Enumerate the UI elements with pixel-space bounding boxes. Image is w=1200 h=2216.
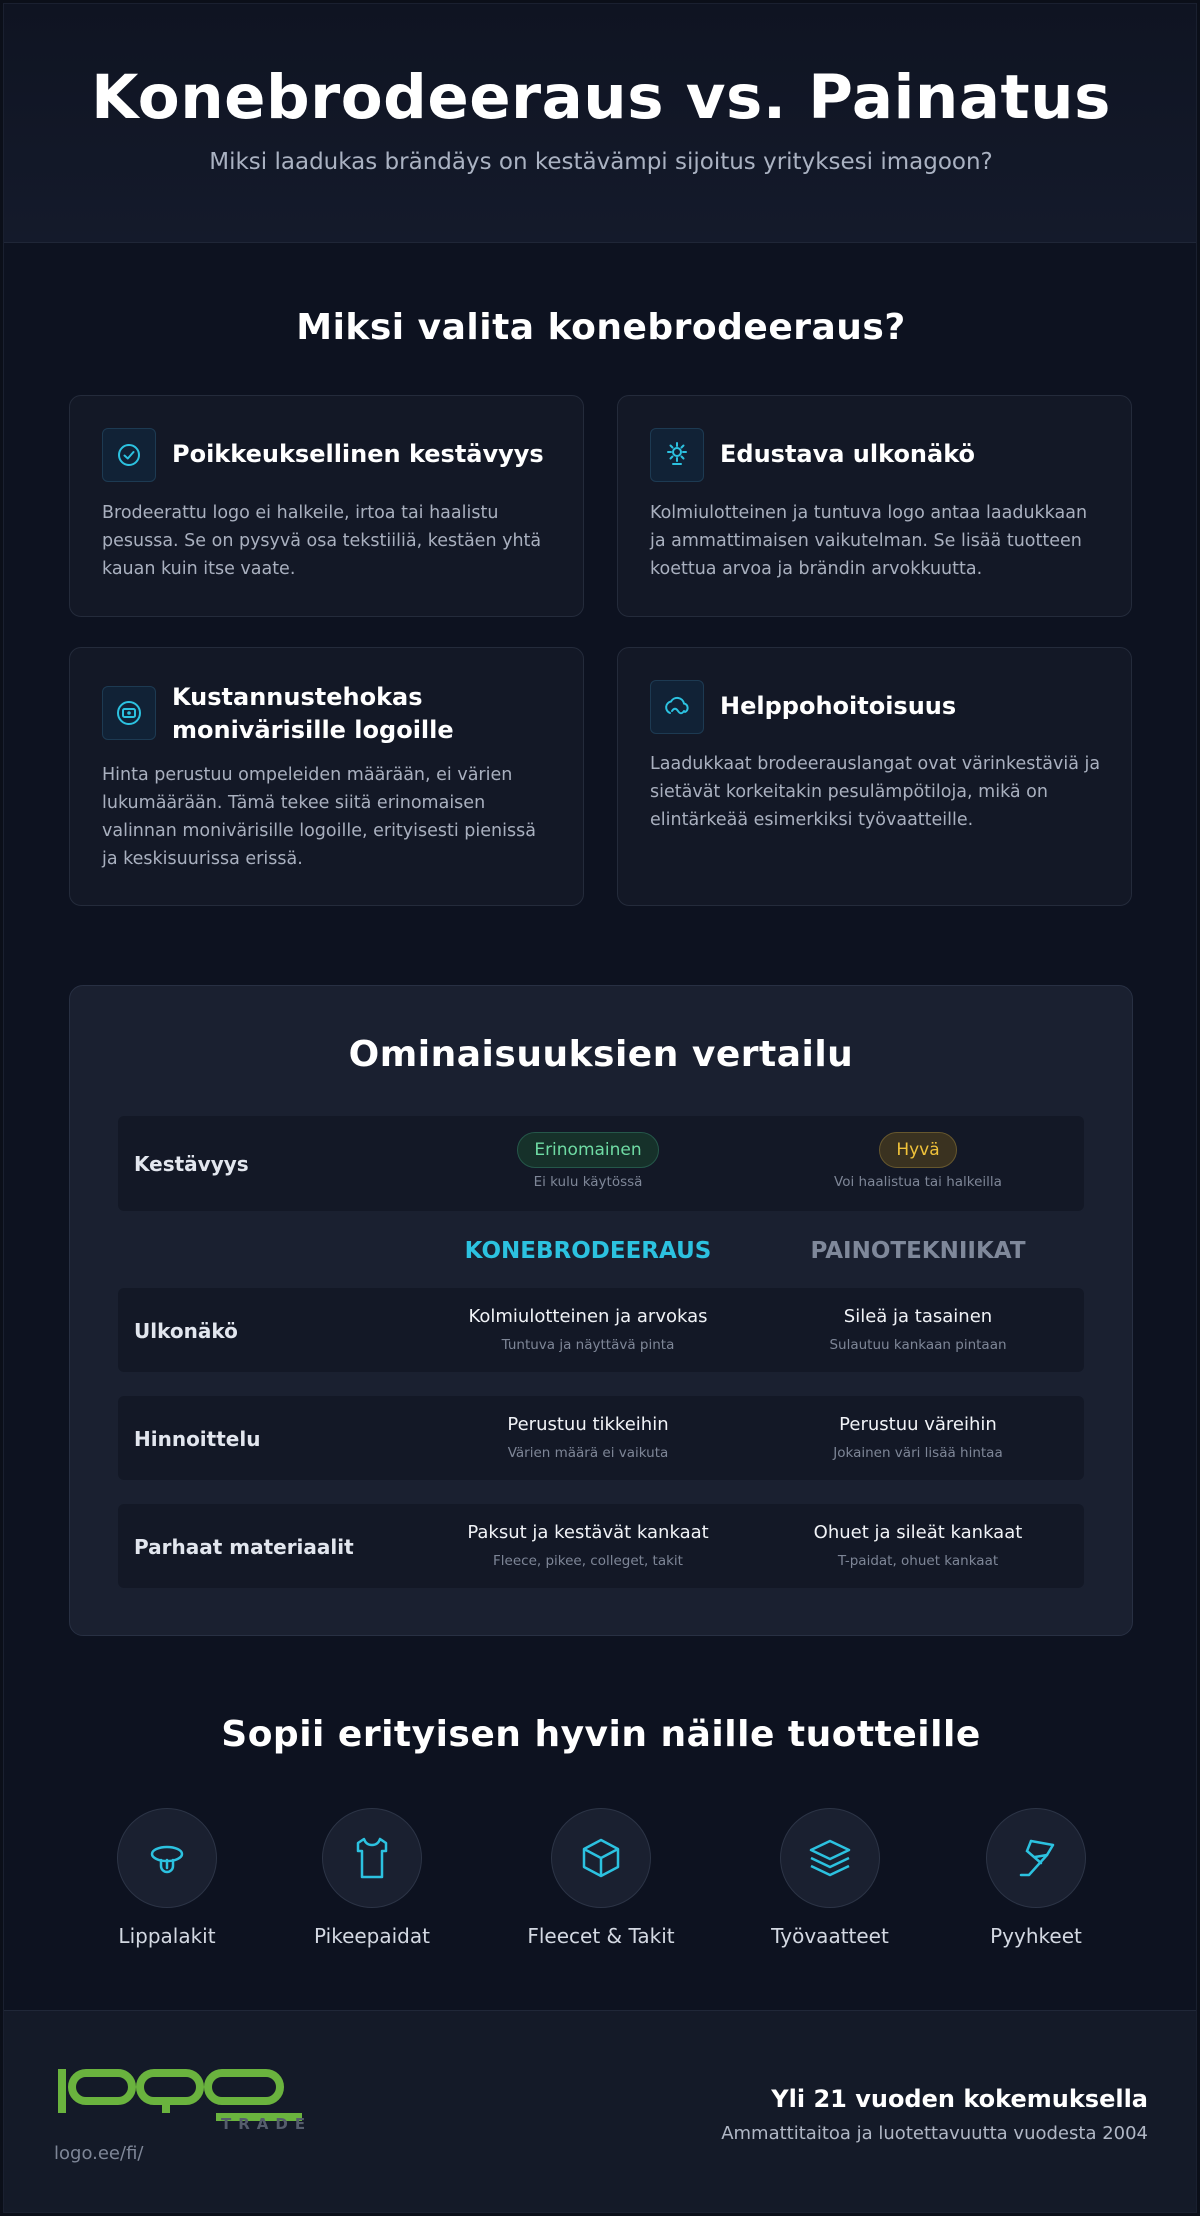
cell-sub: T-paidat, ohuet kankaat [837, 1553, 999, 1569]
feature-text: Brodeerattu logo ei halkeile, irtoa tai haalistu pesussa. Se on pysyvä osa tekstiiliä, kestäen yhtä kauan kuin itse vaate. [102, 503, 542, 579]
product-item [72, 1808, 262, 1948]
row-label: Kestävyys [134, 1152, 249, 1176]
product-item [941, 1808, 1131, 1948]
embroidery-cell [458, 1132, 718, 1190]
feature-title: Kustannustehokas monivärisille logoille [172, 683, 454, 744]
feature-card-appearance [617, 395, 1132, 617]
cell-sub: Värien määrä ei vaikuta [507, 1445, 669, 1461]
product-item [735, 1808, 925, 1948]
box-icon [551, 1808, 651, 1908]
shirt-icon [322, 1808, 422, 1908]
cell-sub: Ei kulu käytössä [533, 1174, 643, 1190]
logo [56, 2065, 306, 2135]
footer-title: Yli 21 vuoden kokemuksella [771, 2085, 1148, 2113]
feature-text: Hinta perustuu ompeleiden määrään, ei värien lukumäärään. Tämä tekee siitä erinomaisen valinnan monivärisille logoille, erityisesti pienissä ja keskisuurissa erissä. [102, 765, 536, 869]
status-badge: Hyvä [879, 1132, 956, 1168]
footer-subtitle: Ammattitaitoa ja luotettavuutta vuodesta 2004 [721, 2123, 1148, 2144]
cap-icon [117, 1808, 217, 1908]
comparison-row-durability [118, 1116, 1084, 1211]
feature-card-care [617, 647, 1132, 906]
column-header-embroidery: KONEBRODEERAUS [464, 1238, 712, 1264]
hero-header [4, 4, 1197, 243]
product-label: Fleecet & Takit [527, 1924, 675, 1948]
cell-sub: Voi haalistua tai halkeilla [834, 1174, 1002, 1190]
sparkle-icon [650, 428, 704, 482]
feature-text: Laadukkaat brodeerauslangat ovat värinkestäviä ja sietävät korkeitakin pesulämpötiloja, mikä on elintärkeää esimerkiksi työvaatteille. [650, 754, 1101, 830]
page-title: Konebrodeeraus vs. Painatus [91, 62, 1111, 133]
layers-icon [780, 1808, 880, 1908]
status-badge: Erinomainen [517, 1132, 658, 1168]
comparison-row-materials [118, 1504, 1084, 1588]
cell-sub: Tuntuva ja näyttävä pinta [501, 1337, 675, 1353]
why-heading: Miksi valita konebrodeeraus? [296, 307, 906, 348]
logo-tagline: TRADE [221, 2115, 306, 2131]
comparison-row-appearance [118, 1288, 1084, 1372]
print-cell [768, 1522, 1068, 1569]
cell-main: Ohuet ja sileät kankaat [813, 1522, 1023, 1543]
cell-main: Kolmiulotteinen ja arvokas [468, 1306, 708, 1327]
print-cell [768, 1132, 1068, 1190]
embroidery-cell [458, 1522, 718, 1569]
row-label: Hinnoittelu [134, 1427, 261, 1451]
cell-main: Sileä ja tasainen [843, 1306, 993, 1327]
product-item [277, 1808, 467, 1948]
comparison-heading: Ominaisuuksien vertailu [348, 1034, 854, 1075]
row-label: Parhaat materiaalit [134, 1535, 354, 1559]
feature-title: Helppohoitoisuus [720, 692, 957, 720]
feature-card-cost [69, 647, 584, 906]
print-cell [768, 1306, 1068, 1353]
feature-title: Poikkeuksellinen kestävyys [172, 440, 544, 468]
check-circle-icon [102, 428, 156, 482]
comparison-row-pricing [118, 1396, 1084, 1480]
products-heading: Sopii erityisen hyvin näille tuotteille [221, 1714, 981, 1755]
page-subtitle: Miksi laadukas brändäys on kestävämpi sijoitus yrityksesi imagoon? [209, 149, 993, 175]
product-label: Työvaatteet [771, 1924, 889, 1948]
feature-text: Kolmiulotteinen ja tuntuva logo antaa laadukkaan ja ammattimaisen vaikutelman. Se lisää tuotteen koettua arvoa ja brändin arvokkuutta. [650, 503, 1088, 579]
footer [4, 2010, 1197, 2213]
comparison-panel [69, 985, 1133, 1636]
website-link[interactable]: logo.ee/fi/ [54, 2143, 144, 2164]
infographic [3, 3, 1197, 2213]
product-label: Pikeepaidat [314, 1924, 430, 1948]
cell-main: Perustuu tikkeihin [507, 1414, 669, 1435]
money-icon [102, 686, 156, 740]
product-item [506, 1808, 696, 1948]
print-cell [768, 1414, 1068, 1461]
row-label: Ulkonäkö [134, 1319, 238, 1343]
feature-card-durability [69, 395, 584, 617]
product-label: Lippalakit [118, 1924, 216, 1948]
cell-sub: Jokainen väri lisää hintaa [833, 1445, 1003, 1461]
cell-main: Paksut ja kestävät kankaat [467, 1522, 709, 1543]
product-label: Pyyhkeet [990, 1924, 1082, 1948]
column-header-print: PAINOTEKNIIKAT [810, 1238, 1026, 1264]
towel-icon [986, 1808, 1086, 1908]
feature-title: Edustava ulkonäkö [720, 440, 976, 468]
cell-main: Perustuu väreihin [839, 1414, 997, 1435]
embroidery-cell [458, 1414, 718, 1461]
cloud-wash-icon [650, 680, 704, 734]
cell-sub: Sulautuu kankaan pintaan [829, 1337, 1007, 1353]
cell-sub: Fleece, pikee, colleget, takit [493, 1553, 683, 1569]
embroidery-cell [458, 1306, 718, 1353]
